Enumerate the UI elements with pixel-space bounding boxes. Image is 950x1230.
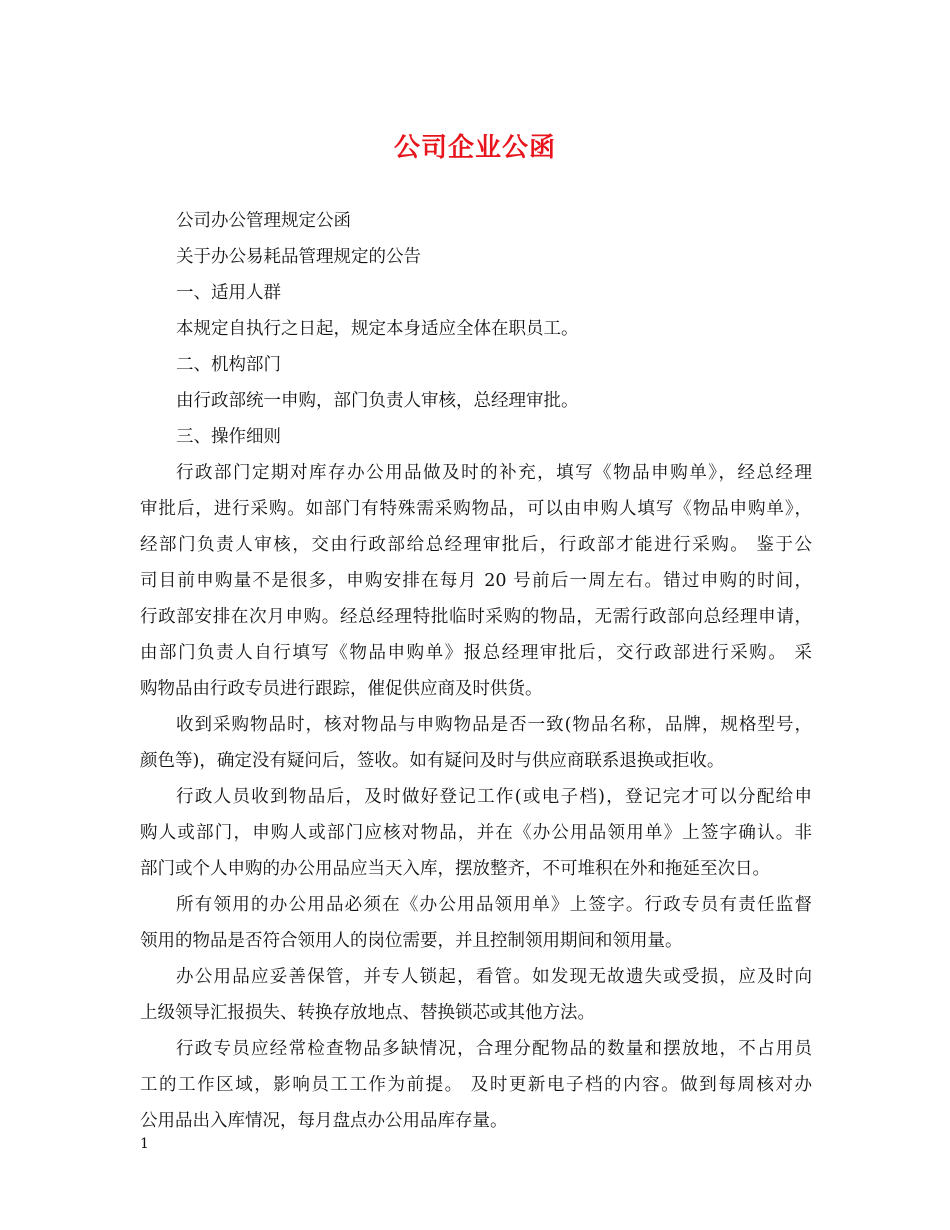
paragraph-line: 由部门负责人自行填写《物品申购单》报总经理审批后，交行政部进行采购。 采: [140, 643, 812, 663]
paragraph-line: 行政专员应经常检查物品多缺情况，合理分配物品的数量和摆放地，不占用员: [176, 1039, 812, 1059]
section-2-text: 由行政部统一申购，部门负责人审核，总经理审批。: [176, 391, 579, 411]
paragraph-line: 所有领用的办公用品必须在《办公用品领用单》上签字。行政专员有责任监督: [176, 895, 812, 915]
paragraph-line: 审批后，进行采购。如部门有特殊需采购物品，可以由申购人填写《物品申购单》，: [140, 499, 812, 519]
paragraph-line: 司目前申购量不是很多，申购安排在每月 20 号前后一周左右。错过申购的时间，: [140, 571, 812, 591]
paragraph-line: 行政人员收到物品后，及时做好登记工作(或电子档)，登记完才可以分配给申: [176, 787, 812, 807]
paragraph-line: 工的工作区域，影响员工工作为前提。 及时更新电子档的内容。做到每周核对办: [140, 1075, 812, 1095]
section-1-title: 一、适用人群: [176, 283, 281, 303]
paragraph-line: 收到采购物品时，核对物品与申购物品是否一致(物品名称，品牌，规格型号，: [176, 715, 812, 735]
paragraph-registration: [140, 779, 812, 887]
section-2-title: 二、机构部门: [176, 355, 281, 375]
section-3-title: 三、操作细则: [176, 427, 281, 447]
paragraph-receiving: [140, 707, 812, 779]
paragraph-line: 领用的物品是否符合领用人的岗位需要，并且控制领用期间和领用量。: [140, 931, 683, 951]
paragraph-procurement: [140, 455, 812, 707]
section-1-text: 本规定自执行之日起，规定本身适应全体在职员工。: [176, 319, 579, 339]
paragraph-safekeeping: [140, 959, 812, 1031]
heading-office-rules: 公司办公管理规定公函: [176, 211, 351, 231]
paragraph-line: 公用品出入库情况，每月盘点办公用品库存量。: [140, 1111, 508, 1131]
paragraph-line: 经部门负责人审核，交由行政部给总经理审批后，行政部才能进行采购。 鉴于公: [140, 535, 812, 555]
paragraph-requisition: [140, 887, 812, 959]
paragraph-line: 上级领导汇报损失、转换存放地点、替换锁芯或其他方法。: [140, 1003, 595, 1023]
page-number: 1: [140, 1136, 149, 1152]
paragraph-line: 购人或部门，申购人或部门应核对物品，并在《办公用品领用单》上签字确认。非: [140, 823, 812, 843]
heading-announcement: 关于办公易耗品管理规定的公告: [176, 247, 421, 267]
paragraph-line: 部门或个人申购的办公用品应当天入库，摆放整齐，不可堆积在外和拖延至次日。: [140, 859, 770, 879]
paragraph-line: 行政部门定期对库存办公用品做及时的补充，填写《物品申购单》，经总经理: [176, 463, 812, 483]
paragraph-line: 颜色等)，确定没有疑问后，签收。如有疑问及时与供应商联系退换或拒收。: [140, 751, 725, 771]
document-title: 公司企业公函: [393, 133, 556, 163]
document-body: [140, 203, 812, 1139]
paragraph-inventory: [140, 1031, 812, 1139]
paragraph-line: 办公用品应妥善保管，并专人锁起，看管。如发现无故遗失或受损，应及时向: [176, 967, 812, 987]
paragraph-line: 行政部安排在次月申购。经总经理特批临时采购的物品，无需行政部向总经理申请，: [140, 607, 812, 627]
paragraph-line: 购物品由行政专员进行跟踪，催促供应商及时供货。: [140, 679, 543, 699]
